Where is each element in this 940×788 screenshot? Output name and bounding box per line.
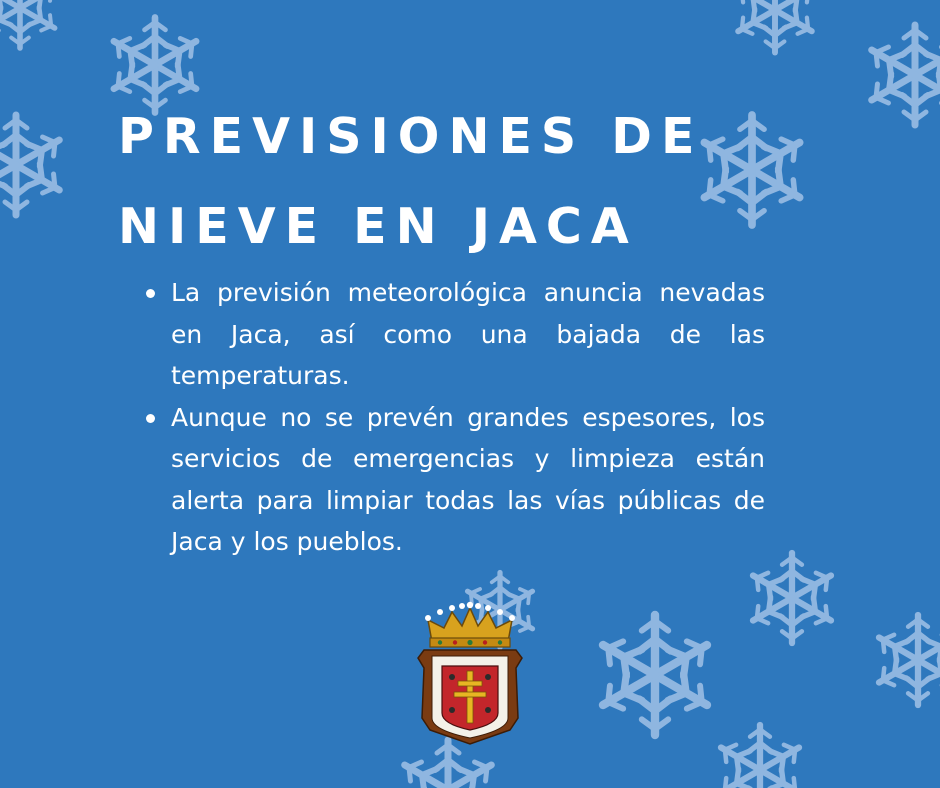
- list-item: [140, 397, 765, 563]
- snowflake-icon: [0, 115, 66, 215]
- snowflake-icon: [715, 725, 805, 788]
- snowflake-icon: [865, 25, 940, 125]
- snowflake-icon: [0, 0, 60, 48]
- crest-icon: [410, 598, 530, 748]
- page-title: [118, 92, 818, 272]
- crown-icon: [425, 602, 515, 647]
- snowflake-icon: [873, 615, 940, 705]
- bullet-text: La previsión meteorológica anuncia nevadas en Jaca, así como una bajada de las temperaturas.: [171, 278, 765, 390]
- list-item: [140, 272, 765, 397]
- title-line-2: NIEVE EN JACA: [118, 198, 638, 255]
- snowflake-icon: [747, 553, 837, 643]
- snowflake-icon: [733, 0, 818, 53]
- news-bullet-list: [140, 272, 765, 563]
- snowflake-icon: [595, 615, 715, 735]
- title-line-1: PREVISIONES DE: [118, 108, 704, 165]
- bullet-dot-icon: [146, 289, 155, 298]
- bullet-text: Aunque no se prevén grandes espesores, los servicios de emergencias y limpieza están alerta para limpiar todas las vías públicas de Jaca y los pueblos.: [171, 402, 765, 556]
- bullet-dot-icon: [146, 414, 155, 423]
